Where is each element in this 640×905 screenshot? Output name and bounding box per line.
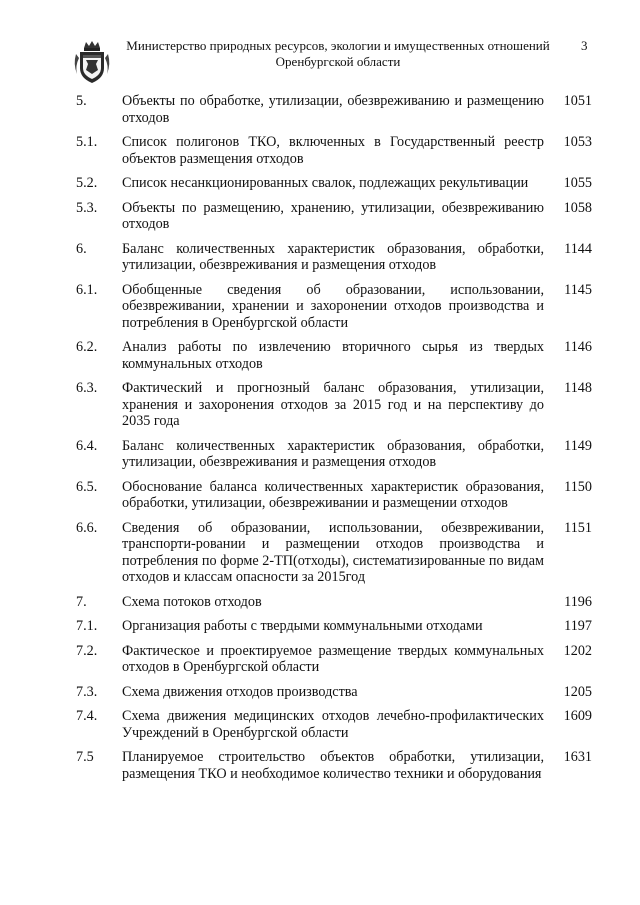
toc-page: 1150 (564, 478, 592, 495)
toc-entry[interactable] (76, 380, 592, 430)
toc-entry[interactable] (76, 339, 592, 372)
toc-number: 7.5 (76, 749, 94, 765)
toc-number: 6.5. (76, 478, 98, 495)
page-header (0, 0, 640, 90)
toc-title: Анализ работы по извлечению вторичного сырья из твердых коммунальных отходов (122, 339, 544, 372)
toc-title: Фактический и прогнозный баланс образования, утилизации, хранения и захоронения отходов за 2015 год и на перспективу до 2035 года (122, 380, 544, 429)
toc-entry[interactable] (76, 438, 592, 471)
toc-title: Обобщенные сведения об образовании, использовании, обезвреживании, хранении и захоронении отходов производства и потребления в Оренбургской области (122, 281, 544, 331)
toc-page: 1205 (563, 683, 592, 700)
toc-title: Схема движения отходов производства (122, 683, 358, 700)
toc-title: Объекты по размещению, хранению, утилизации, обезвреживанию отходов (122, 199, 544, 232)
toc-page: 1202 (563, 642, 592, 659)
toc-number: 7.1. (76, 618, 98, 634)
toc-page: 1051 (563, 93, 592, 109)
toc-number: 5.3. (76, 199, 98, 216)
toc-title: Обоснование баланса количественных характеристик образования, обработки, утилизации, обезвреживании и размещении отходов (122, 478, 544, 511)
toc-number: 6.4. (76, 437, 98, 454)
ministry-name: Министерство природных ресурсов, экологии и имущественных отношений (126, 38, 550, 53)
toc-page: 1148 (564, 380, 592, 396)
toc-entry[interactable] (76, 134, 592, 167)
coat-of-arms-icon (72, 40, 112, 84)
region-name: Оренбургской области (275, 54, 401, 69)
toc-title: Баланс количественных характеристик образования, обработки, утилизации, обезвреживания и размещения отходов (122, 437, 544, 470)
toc-number: 6.1. (76, 281, 98, 298)
toc-entry[interactable] (76, 643, 592, 676)
toc-entry[interactable] (76, 708, 592, 741)
toc-entry[interactable] (76, 749, 592, 782)
toc-page: 1055 (563, 175, 592, 191)
table-of-contents (76, 93, 592, 790)
toc-entry[interactable] (76, 520, 592, 586)
toc-number: 6. (76, 240, 87, 257)
page-number: 3 (581, 38, 588, 53)
toc-number: 7.2. (76, 642, 98, 659)
toc-title: Сведения об образовании, использовании, обезвреживании, транспорти-ровании и размещении отходов производства и потребления по форме 2-ТП(отходы), систематизированные по видам отходов и классам опасности за 2015год (122, 519, 544, 585)
toc-title: Схема потоков отходов (122, 593, 262, 610)
toc-page: 1058 (563, 199, 592, 216)
toc-entry[interactable] (76, 618, 592, 635)
toc-page: 1144 (564, 240, 592, 257)
toc-entry[interactable] (76, 684, 592, 701)
toc-title: Планируемое строительство объектов обработки, утилизации, размещения ТКО и необходимое количество техники и оборудования (122, 749, 544, 782)
toc-entry[interactable] (76, 93, 592, 126)
toc-number: 5. (76, 93, 87, 109)
toc-entry[interactable] (76, 200, 592, 233)
toc-number: 6.6. (76, 519, 98, 536)
toc-page: 1149 (564, 437, 592, 454)
toc-number: 7.3. (76, 683, 98, 700)
toc-entry[interactable] (76, 479, 592, 512)
toc-title: Список несанкционированных свалок, подлежащих рекультивации (122, 175, 529, 191)
ministry-header (118, 38, 558, 70)
toc-title: Организация работы с твердыми коммунальными отходами (122, 618, 483, 634)
toc-page: 1197 (564, 618, 592, 634)
toc-number: 5.2. (76, 175, 98, 191)
toc-title: Схема движения медицинских отходов лечебно-профилактических Учреждений в Оренбургской области (122, 708, 544, 741)
toc-page: 1053 (563, 134, 592, 150)
toc-page: 1146 (564, 339, 592, 355)
toc-title: Объекты по обработке, утилизации, обезвреживанию и размещению отходов (122, 93, 544, 126)
toc-title: Список полигонов ТКО, включенных в Государственный реестр объектов размещения отходов (122, 134, 544, 167)
toc-entry[interactable] (76, 282, 592, 332)
toc-number: 7.4. (76, 708, 98, 724)
toc-entry[interactable] (76, 594, 592, 611)
toc-title: Баланс количественных характеристик образования, обработки, утилизации, обезвреживания и размещения отходов (122, 240, 544, 273)
toc-number: 7. (76, 593, 87, 610)
toc-title: Фактическое и проектируемое размещение твердых коммунальных отходов в Оренбургской области (122, 642, 544, 675)
toc-page: 1145 (564, 281, 592, 298)
toc-entry[interactable] (76, 241, 592, 274)
toc-page: 1631 (563, 749, 592, 765)
toc-number: 6.3. (76, 380, 98, 396)
toc-entry[interactable] (76, 175, 592, 192)
toc-page: 1609 (563, 708, 592, 724)
toc-page: 1196 (564, 593, 592, 610)
toc-page: 1151 (564, 519, 592, 536)
toc-number: 5.1. (76, 134, 98, 150)
toc-number: 6.2. (76, 339, 98, 355)
